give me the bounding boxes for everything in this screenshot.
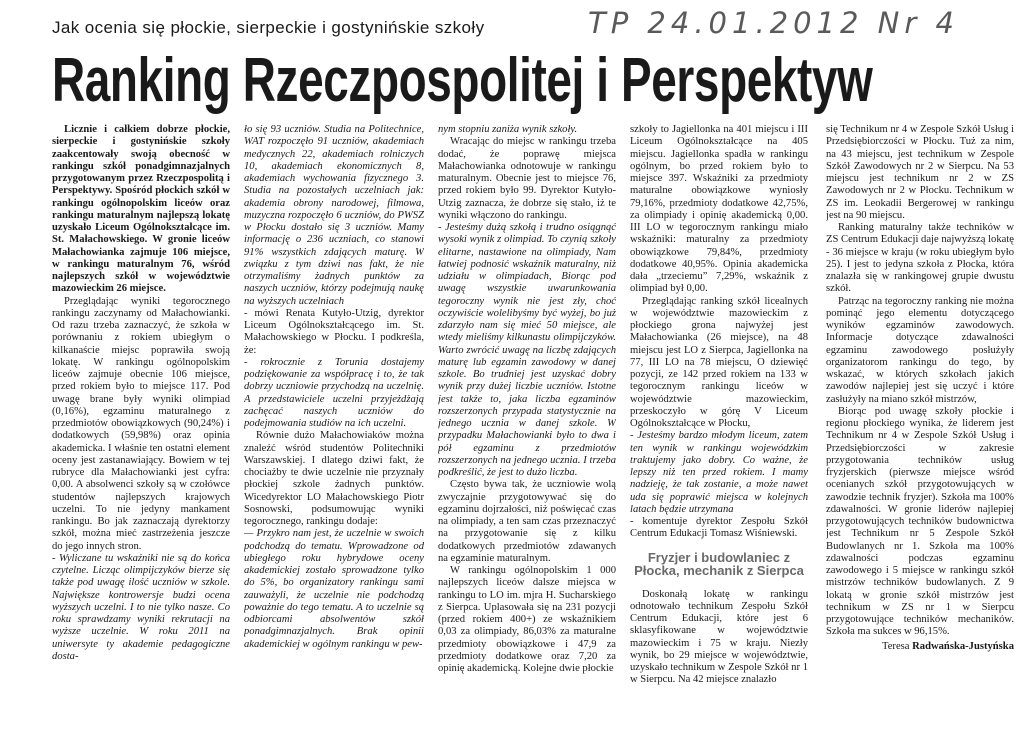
paragraph: W rankingu ogólnopolskim 1 000 najlepszych liceów dalsze miejsca w rankingu to LO im. mjra H. Sucharskiego z Sierpca. Uplasowała się na 231 pozycji (przed rokiem 400+) ze wskaźnikiem 0,03 za olimpiady, 86,03% za maturalne przedmioty obowiązkowe i 47,9 za przedmioty dodatkowe oraz 7,20 za opinię akademicką. Kolejne dwie płockie	[438, 565, 616, 674]
paragraph: Często bywa tak, że uczniowie wolą zwyczajnie przygotowywać się do egzaminu dojrzałości, niż poświęcać czas na olimpiady, a ten sam czas przeznaczyć na przygotowanie się z kilku dodatkowych przedmiotów zdawanych na egzaminie maturalnym.	[438, 479, 616, 564]
author-first-name: Teresa	[881, 640, 910, 652]
paragraph: Doskonałą lokatę w rankingu odnotowało technikum Zespołu Szkół Centrum Edukacji, które jest 6 sklasyfikowane w województwie mazowieckim i 75 w kraju. Niezły wynik, bo 29 miejsce w województwie, uzyskało technikum w Zespole Szkół nr 1 w Sierpcu. Na 42 miejsce znalazło	[630, 588, 808, 686]
paragraph: Przeglądając wyniki tegorocznego rankingu zaczynamy od Małachowianki. Od razu trzeba zaznaczyć, że szkoła w porównaniu z rokiem ubiegłym o kilkanaście miejsc poprawiła swoją lokatę. W rankingu ogólnopolskim liceów zajmuje obecnie 106 miejsce, przed rokiem było to miejsce 117. Pod uwagę brane były wyniki olimpiad (0,16%), egzaminu maturalnego z przedmiotów obowiązkowych (90,24%) i dodatkowych (59,98%) oraz opinia akademicka. I właśnie ten ostatni element oceny jest zastanawiający. Bowiem w tej rubryce dla Małachowianki jest cyfra: 0,00. A absolwenci szkoły są w czołówce studentów najlepszych krajowych uczelni. To nie jedyny mankament rankingu. Bo jak zaznaczają dyrektorzy szkół, można mieć zastrzeżenia jeszcze do jego innych stron.	[52, 295, 230, 552]
column-3	[438, 124, 616, 750]
quote: - Wyliczane tu wskaźniki nie są do końca czytelne. Licząc olimpijczyków bierze się także pod uwagę ilość uczniów w szkole. Największe kontrowersje budzi ocena wyższych uczelni. I to nie tylko nasze. Co roku sprawdzamy wyniki rekrutacji na wyższe uczelnie. W roku 2011 na uniwersyte ty akademie pedagogiczne dosta-	[52, 552, 230, 662]
column-4	[630, 124, 808, 750]
quote: — Przykro nam jest, że uczelnie w swoich podchodzą do tematu. Wprowadzone od ubiegłego roku hybrydowe oceny akademickiej zostało sprowadzone tylko do 5%, bo organizatory rankingu sami zauważyli, że uczelnie nie podchodzą poważnie do tego tematu. A to uczelnie są odbiorcami absolwentów szkół ponadgimnazjalnych. Brak opinii akademickiej w ogólnym rankingu w pew-	[244, 528, 424, 650]
subheading: Fryzjer i budowlaniec z Płocka, mechanik z Sierpca	[634, 549, 804, 578]
headline: Ranking Rzeczpospolitej i Perspektyw	[52, 46, 873, 115]
article-body	[52, 124, 1014, 750]
paragraph: - mówi Renata Kutyło-Utzig, dyrektor Liceum Ogólnokształcącego im. St. Małachowskiego w Płocku. I podkreśla, że:	[244, 307, 424, 356]
column-2	[244, 124, 424, 750]
paragraph: - komentuje dyrektor Zespołu Szkół Centrum Edukacji Tomasz Wiśniewski.	[630, 516, 808, 540]
author-last-name: Radwańska-Justyńska	[912, 640, 1014, 652]
paragraph: szkoły to Jagiellonka na 401 miejscu i III Liceum Ogólnokształcące na 405 miejscu. Jagiellonka spadła w rankingu ogólnym, bo przed rokiem było to miejsce 397. Wskaźniki za przedmioty maturalne obowiązkowe wyniosły 79,16%, przedmioty dodatkowe 42,75%, za olimpiady i opinię akademicką 0,00. III LO w tegorocznym rankingu miało wskaźniki: maturalny za przedmioty obowiązkowe 79,84%, przedmioty dodatkowe 40,95%. Opinia akademicka dała „trzeciemu” 7,29%, wskaźnik z olimpiad był 0,00.	[630, 124, 808, 295]
paragraph: Wracając do miejsc w rankingu trzeba dodać, że poprawę miejsca Małachowianka odnotowuje w rankingu maturalnym. Obecnie jest to miejsce 76, przed rokiem było 99. Dyrektor Kutyło-Utzig zaznacza, że dobrze się stało, iż te wyniki włączono do rankingu.	[438, 136, 616, 221]
quote: - Jesteśmy dużą szkołą i trudno osiągnąć wysoki wynik z olimpiad. To czynią szkoły elitarne, nastawione na olimpiady, Nam łatwiej podnosić wskaźnik maturalny, niż udziału w olimpiadach, Biorąc pod uwagę wszystkie uwarunkowania tegoroczny wynik nie jest zły, choć oczywiście wolelibyśmy być wyżej, bo już zdarzyło nam się mieć 50 miejsce, ale wtedy mieliśmy kilkunastu olimpijczyków. Warto zwrócić uwagę na liczbę zdających maturę lub egzamin zawodowy w danej szkole. Bo trudniej jest uzyskać dobry wynik przy dużej liczbie uczniów. Istotne jest także to, jaka liczba egzaminów rozszerzonych przypada statystycznie na jednego ucznia w danej szkole. W przypadku Małachowianki było to dwa i pół egzaminu z przedmiotów rozszerzonych na jednego ucznia. I trzeba podkreślić, że jest to dużo liczba.	[438, 222, 616, 478]
paragraph: Przeglądając ranking szkół licealnych w województwie mazowieckim z płockiego grona najwyżej jest Małachowianka (26 miejsce), na 48 miejscu jest LO z Sierpca, Jagiellonka na 77, III LO na 78 miejscu, O dziewięć pozycji, ze 142 przed rokiem na 133 w tegorocznym rankingu liceów w województwie mazowieckim, przeskoczyło w górę V Liceum Ogólnokształcące w Płocku,	[630, 295, 808, 429]
quote: - Jesteśmy bardzo młodym liceum, zatem ten wynik w rankingu wojewódzkim traktujemy jako dobry. Co ważne, że lepszy niż ten przed rokiem. I mamy nadzieję, że tak zostanie, a może nawet uda się poprawić miejsca w kolejnych latach będzie utrzymana	[630, 430, 808, 515]
handwritten-date-note: TP 24.01.2012 Nr 4	[588, 6, 959, 40]
column-1	[52, 124, 230, 750]
quote: - rokrocznie z Torunia dostajemy podziękowanie za współpracę i to, że tak dobrzy uczniowie przychodzą na uczelnię. A przedstawiciele uczelni przyjeżdżają zachęcać naszych uczniów do podejmowania studiów na ich uczelni.	[244, 356, 424, 429]
author-byline	[826, 641, 1014, 653]
paragraph: Równie dużo Małachowiaków można znaleźć wśród studentów Politechniki Warszawskiej. I dlatego dziwi fakt, że chociażby te dwie uczelnie nie przyznały płockiej szkole żadnych punktów. Wicedyrektor LO Małachowskiego Piotr Sosnowski, podsumowując wyniki tegorocznego, rankingu dodaje:	[244, 430, 424, 527]
lead-paragraph: Licznie i całkiem dobrze płockie, sierpeckie i gostynińskie szkoły zaakcentowały swoją obecność w rankingu szkół ponadgimnazjalnych przygotowanym przez Rzeczpospolitą i Perspektywy. Spośród płockich szkół w rankingu ogólnopolskim liceów oraz rankingu maturalnym najlepszą lokatę uzyskało Liceum Ogólnokształcące im. St. Małachowskiego. W gronie liceów Małachowianka zajmuje 106 miejsce, w rankingu maturalnym 76, wśród najlepszych szkół w województwie mazowieckim 26 miejsce.	[52, 124, 230, 295]
paragraph: Biorąc pod uwagę szkoły płockie i regionu płockiego wynika, że liderem jest Technikum nr 4 w Zespole Szkół Usług i Przedsiębiorczości w zakresie przygotowania techników usług fryzjerskich (pierwsze miejsce wśród ocenianych szkół przygotowujących w zawodzie technik fryzjer). Szkoła ma 100% zdawalności. W gronie liderów najlepiej przygotowujących techników budownictwa jest Technikum nr 5 Zespole Szkół Budowlanych nr 1. Szkoła ma 100% zdawalności podczas egzaminu zawodowego i 5 miejsce w rankingu szkół mistrzów techników budowlanych. Z 9 lokatą w gronie szkół mistrzów jest technikum w ZS nr 1 w Sierpcu przygotowujące techników mechaników. Szkoła ma sukces w 96,15%.	[826, 405, 1014, 638]
paragraph: Patrząc na tegoroczny ranking nie można pominąć jego elementu dotyczącego wyników egzaminów zawodowych. Informacje dotyczące zdawalności egzaminu zawodowego posłużyły organizatorom rankingu do tego, by wskazać, w których szkołach jakich zawodów najlepiej jest się uczyć i które zasłużyły na miano szkół mistrzów,	[826, 295, 1014, 405]
quote: ło się 93 uczniów. Studia na Politechnice, WAT rozpoczęło 91 uczniów, akademiach medycznych 22, akademiach rolniczych 10, akademiach ekonomicznych 8, akademiach wychowania fizycznego 3. Studia na pozostałych uczelniach jak: akademia obrony narodowej, filmowa, muzyczna rozpoczęło 6 uczniów, do PWSZ w Płocku dostało się 3 uczniów. Mamy informację o 236 uczniach, co stanowi 91% wszystkich zdających maturę. W związku z tym dziwi nas fakt, że nie otrzymaliśmy żadnych punktów za naszych uczniów, którzy podejmują naukę na wyższych uczelniach	[244, 124, 424, 307]
quote: nym stopniu zaniża wynik szkoły.	[438, 124, 578, 135]
paragraph: się Technikum nr 4 w Zespole Szkół Usług i Przedsiębiorczości w Płocku. Tuż za nim, na 43 miejscu, jest technikum w Zespole Szkół Zawodowych nr 2 w Sierpcu. Na 53 miejscu jest technikum nr 2 w ZS Zawodowych nr 2 w Płocku. Technikum w ZS im. Leokadii Bergerowej w rankingu jest na 90 miejscu.	[826, 124, 1014, 221]
paragraph: Ranking maturalny także techników w ZS Centrum Edukacji daje najwyższą lokatę - 36 miejsce w kraju (w roku ubiegłym było 25). I jest to jedyna szkoła z Płocka, która znalazła się w rankingowej grupie dwustu szkół.	[826, 222, 1014, 295]
kicker: Jak ocenia się płockie, sierpeckie i gostynińskie szkoły	[52, 18, 485, 37]
column-5	[826, 124, 1014, 750]
